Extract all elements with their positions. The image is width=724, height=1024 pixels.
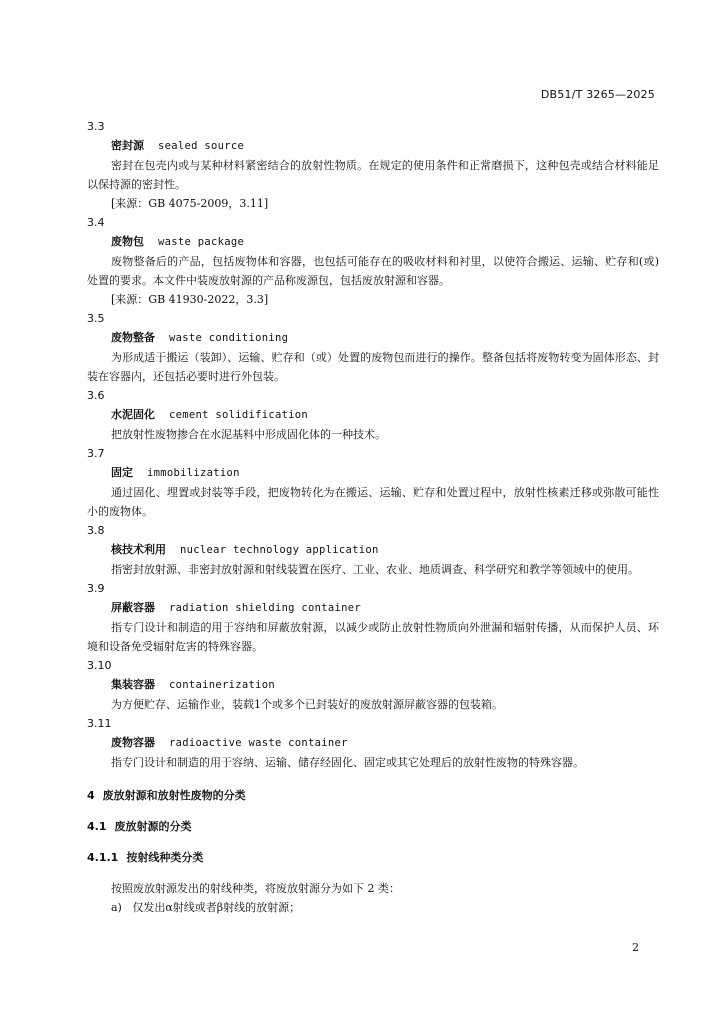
section-number: 4.1.1 <box>87 851 119 864</box>
term-english: cement solidification <box>169 409 309 421</box>
term-chinese: 固定 <box>111 466 133 479</box>
section-title: 废放射源的分类 <box>114 820 192 833</box>
term-chinese: 废物容器 <box>111 736 155 749</box>
term-source: [来源：GB 4075-2009，3.11] <box>111 197 269 210</box>
term-entry <box>87 714 659 772</box>
list-text: 仅发出α射线或者β射线的放射源； <box>132 901 301 914</box>
term-source: [来源：GB 41930-2022，3.3] <box>111 293 269 306</box>
term-definition: 为形成适于搬运（装卸）、运输、贮存和（或）处置的废物包而进行的操作。整备包括将废物转变为固体形态、封装在容器内，还包括必要时进行外包装。 <box>87 351 659 383</box>
term-line <box>87 733 659 753</box>
term-chinese: 集装容器 <box>111 678 155 691</box>
term-english: waste package <box>158 236 245 248</box>
term-english: sealed source <box>158 140 245 152</box>
term-english: radiation shielding container <box>169 602 362 614</box>
list-item <box>87 898 659 917</box>
term-english: containerization <box>169 679 275 691</box>
term-line <box>87 598 659 618</box>
term-entry <box>87 579 659 656</box>
clause-number: 3.5 <box>87 312 105 325</box>
term-definition: 把放射性废物掺合在水泥基料中形成固化体的一种技术。 <box>111 428 386 441</box>
term-chinese: 废物包 <box>111 235 144 248</box>
section-title: 按射线种类分类 <box>126 851 204 864</box>
term-english: waste conditioning <box>169 332 289 344</box>
term-entry <box>87 656 659 714</box>
term-entry <box>87 521 659 579</box>
clause-number: 3.6 <box>87 389 105 402</box>
term-chinese: 核技术利用 <box>111 543 166 556</box>
term-line <box>87 328 659 348</box>
term-definition: 废物整备后的产品，包括废物体和容器，也包括可能存在的吸收材料和衬里，以使符合搬运、运输、贮存和(或) 处置的要求。本文件中装废放射源的产品称废源包，包括废放射源和容器。 <box>87 255 659 287</box>
section-number: 4.1 <box>87 820 107 833</box>
term-line <box>87 232 659 252</box>
section-title: 废放射源和放射性废物的分类 <box>102 789 246 802</box>
clause-number: 3.7 <box>87 447 105 460</box>
section-4-heading <box>87 786 659 805</box>
term-entry <box>87 386 659 444</box>
term-definition: 指专门设计和制造的用于容纳和屏蔽放射源，以减少或防止放射性物质向外泄漏和辐射传播，从而保护人员、环境和设备免受辐射危害的特殊容器。 <box>87 621 659 653</box>
clause-number: 3.4 <box>87 216 105 229</box>
term-line <box>87 463 659 483</box>
terms-list <box>87 117 659 772</box>
term-entry <box>87 117 659 213</box>
clause-number: 3.8 <box>87 524 105 537</box>
clause-number: 3.9 <box>87 582 105 595</box>
term-definition: 指密封放射源、非密封放射源和射线装置在医疗、工业、农业、地质调查、科学研究和教学等领域中的使用。 <box>111 563 639 576</box>
classification-intro-paragraph: 按照废放射源发出的射线种类，将废放射源分为如下 2 类： <box>111 882 400 895</box>
page-content <box>87 117 659 917</box>
term-line <box>87 136 659 156</box>
term-entry <box>87 444 659 521</box>
term-line <box>87 540 659 560</box>
term-english: immobilization <box>147 467 240 479</box>
term-definition: 密封在包壳内或与某种材料紧密结合的放射性物质。在规定的使用条件和正常磨损下，这种包壳或结合材料能足以保持源的密封性。 <box>87 159 659 191</box>
term-definition: 通过固化、埋置或封装等手段，把废物转化为在搬运、运输、贮存和处置过程中，放射性核素迁移或弥散可能性小的废物体。 <box>87 486 659 518</box>
term-definition: 为方便贮存、运输作业，装载1个或多个已封装好的废放射源屏蔽容器的包装箱。 <box>111 698 503 711</box>
clause-number: 3.3 <box>87 120 105 133</box>
section-4-1-1-heading <box>87 848 659 867</box>
clause-number: 3.11 <box>87 717 112 730</box>
term-definition: 指专门设计和制造的用于容纳、运输、储存经固化、固定或其它处理后的放射性废物的特殊容器。 <box>111 756 584 769</box>
term-line <box>87 405 659 425</box>
page-number: 2 <box>632 941 639 954</box>
term-chinese: 水泥固化 <box>111 408 155 421</box>
term-chinese: 屏蔽容器 <box>111 601 155 614</box>
term-english: radioactive waste container <box>169 737 348 749</box>
term-entry <box>87 309 659 386</box>
term-chinese: 密封源 <box>111 139 144 152</box>
term-entry <box>87 213 659 309</box>
document-code-header: DB51/T 3265—2025 <box>540 88 655 101</box>
term-line <box>87 675 659 695</box>
term-chinese: 废物整备 <box>111 331 155 344</box>
term-english: nuclear technology application <box>180 544 379 556</box>
section-4-1-heading <box>87 817 659 836</box>
clause-number: 3.10 <box>87 659 112 672</box>
section-number: 4 <box>87 789 95 802</box>
list-marker: a) <box>111 901 122 914</box>
